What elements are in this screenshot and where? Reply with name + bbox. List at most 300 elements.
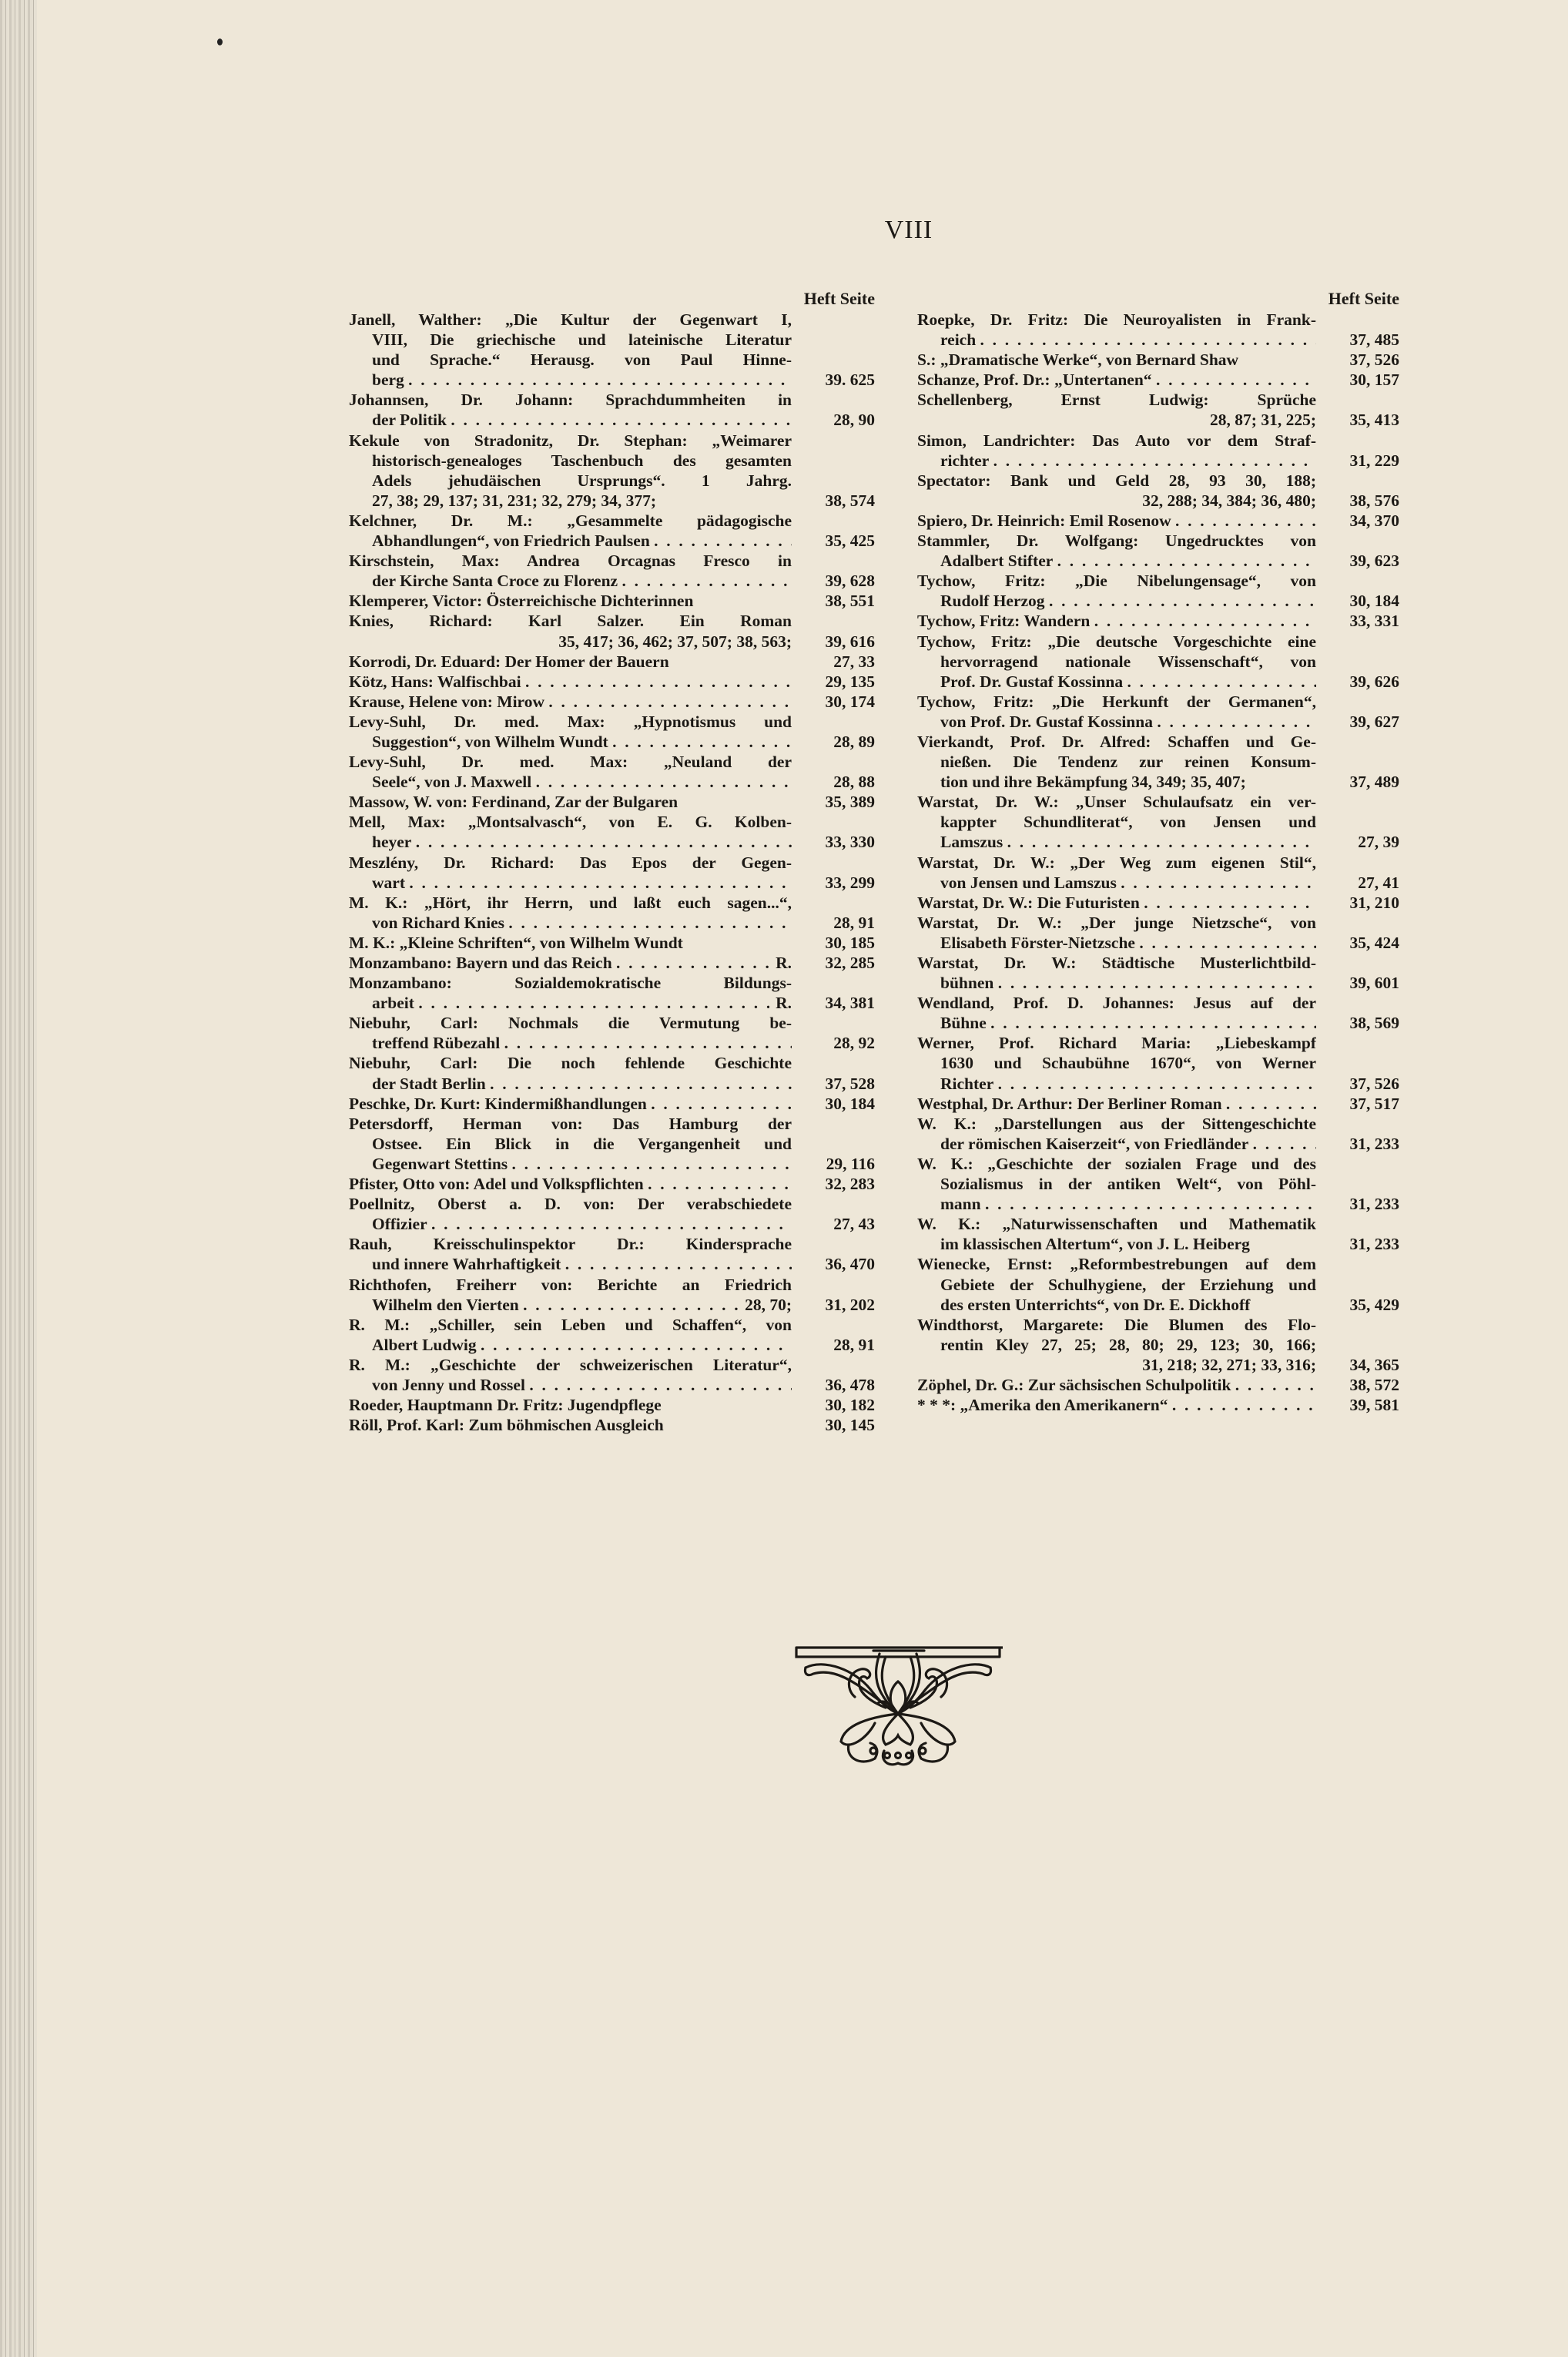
entry-text — [917, 330, 1316, 350]
dot-leader — [1168, 1395, 1316, 1415]
entry-text — [917, 1295, 1316, 1315]
index-column-left — [349, 288, 875, 1435]
index-entry-line — [917, 1234, 1399, 1254]
heft-seite-reference — [1316, 1033, 1399, 1053]
heft-seite-reference: 35, 389 — [825, 793, 875, 812]
heft-seite-reference — [1316, 431, 1399, 451]
heft-seite-reference: 27, 33 — [833, 652, 875, 671]
dot-leader — [1090, 611, 1316, 631]
index-entry-line — [917, 390, 1399, 410]
heft-seite-reference — [1316, 993, 1399, 1013]
heft-seite-reference — [1316, 953, 1399, 973]
index-entry — [349, 933, 875, 953]
index-entry-line — [349, 652, 875, 672]
index-entry-line — [349, 1214, 875, 1234]
index-entry-line — [917, 571, 1399, 591]
index-entry — [349, 1053, 875, 1093]
index-entry-line — [349, 451, 875, 471]
dot-leader — [477, 1335, 792, 1355]
heft-seite-reference — [792, 893, 875, 913]
index-entry-line — [349, 853, 875, 873]
index-entry — [917, 531, 1399, 571]
heft-seite-reference: 32, 283 — [825, 1175, 875, 1194]
heft-seite-reference — [792, 1275, 875, 1295]
heft-seite-reference: 33, 330 — [825, 833, 875, 852]
entry-text-segment: der römischen Kaiserzeit“, von Friedländer — [940, 1134, 1249, 1153]
index-entry — [917, 310, 1399, 350]
heft-seite-reference: 34, 381 — [825, 994, 875, 1013]
index-entry — [917, 893, 1399, 913]
index-entry — [917, 431, 1399, 471]
dot-leader — [405, 873, 792, 893]
entry-text: Gebiete der Schulhygiene, der Erziehung und — [940, 1275, 1316, 1294]
entry-text-segment: 32, 288; 34, 384; 36, 480; — [1142, 491, 1316, 510]
heft-seite-reference: 36, 478 — [825, 1375, 875, 1394]
heft-seite-reference — [792, 390, 875, 410]
heft-seite-reference: 39. 625 — [825, 370, 875, 390]
entry-text — [917, 350, 1316, 370]
index-entry-line — [349, 410, 875, 430]
entry-text — [917, 591, 1316, 611]
entry-suffix: R. — [776, 994, 792, 1013]
index-entry — [917, 611, 1399, 631]
entry-text-segment: 31, 218; 32, 271; 33, 316; — [1142, 1355, 1316, 1374]
index-entry — [917, 632, 1399, 692]
entry-text — [349, 692, 792, 712]
index-entry-line — [917, 1134, 1399, 1154]
heft-seite-reference: 35, 425 — [825, 531, 875, 551]
heft-seite-reference: 39, 616 — [825, 632, 875, 651]
index-entry-line — [917, 471, 1399, 491]
entry-text: Niebuhr, Carl: Nochmals die Vermutung be- — [349, 1014, 792, 1033]
index-entry-line — [349, 672, 875, 692]
entry-text: VIII, Die griechische und lateinische Literatur — [372, 330, 792, 350]
index-entry-line — [917, 1094, 1399, 1114]
entry-text: hervorragend nationale Wissenschaft“, von — [940, 652, 1316, 671]
dot-leader — [525, 1375, 792, 1395]
heft-seite-reference — [1316, 1335, 1399, 1355]
entry-text-segment: Kötz, Hans: Walfischbai — [349, 672, 521, 691]
index-entry — [917, 511, 1399, 531]
index-entry — [349, 812, 875, 852]
heft-seite-reference — [792, 330, 875, 350]
index-entry-line — [917, 933, 1399, 953]
index-entry-line — [349, 1415, 875, 1435]
dot-leader — [608, 732, 792, 752]
heft-seite-reference: 28, 92 — [833, 1034, 875, 1053]
heft-seite-reference: 39, 623 — [1349, 552, 1399, 571]
index-entry — [349, 752, 875, 792]
dot-leader — [993, 973, 1316, 993]
entry-text — [349, 873, 792, 893]
index-entry-line — [349, 471, 875, 491]
dot-leader — [486, 1074, 792, 1094]
entry-text: Schellenberg, Ernst Ludwig: Sprüche — [917, 391, 1316, 410]
index-entry-line — [917, 350, 1399, 370]
index-entry — [917, 732, 1399, 792]
heft-seite-reference: 33, 299 — [825, 873, 875, 892]
entry-text: Kelchner, Dr. M.: „Gesammelte pädagogische — [349, 511, 792, 530]
index-entry-line — [349, 1275, 875, 1295]
index-entry — [349, 611, 875, 651]
index-entry-line — [349, 531, 875, 551]
heft-seite-reference — [1316, 632, 1399, 652]
entry-text — [917, 973, 1316, 993]
index-entry-line — [349, 993, 875, 1013]
entry-text-segment: Rudolf Herzog — [940, 592, 1045, 611]
index-entry — [917, 390, 1399, 430]
index-entry-line — [917, 1114, 1399, 1134]
index-entry-line — [917, 611, 1399, 631]
index-entry-line — [917, 792, 1399, 812]
entry-text-segment: treffend Rübezahl — [372, 1034, 501, 1053]
index-entry-line — [917, 1154, 1399, 1174]
index-entry — [917, 692, 1399, 732]
index-entry-line — [349, 1174, 875, 1194]
index-entry-line — [349, 792, 875, 812]
index-entry-line — [349, 1074, 875, 1094]
heft-seite-reference: 28, 91 — [833, 1335, 875, 1354]
heft-seite-reference: 39, 627 — [1349, 712, 1399, 731]
entry-text-segment: mann — [940, 1195, 981, 1214]
entry-text — [349, 1094, 792, 1114]
entry-text-segment: Gegenwart Stettins — [372, 1154, 508, 1173]
heft-seite-reference: 31, 202 — [825, 1295, 875, 1314]
entry-text — [349, 1154, 792, 1174]
index-entry-line — [349, 732, 875, 752]
entry-text — [349, 953, 792, 973]
index-entry-line — [917, 451, 1399, 471]
entry-text-segment: Klemperer, Victor: Österreichische Dichterinnen — [349, 592, 694, 611]
index-entry — [349, 1194, 875, 1234]
entry-text: Kekule von Stradonitz, Dr. Stephan: „Weimarer — [349, 431, 792, 450]
heft-seite-reference: 30, 174 — [825, 692, 875, 711]
entry-text-segment: Röll, Prof. Karl: Zum böhmischen Ausgleich — [349, 1416, 664, 1435]
index-entry-line — [349, 551, 875, 571]
column-header-heft-seite: Heft Seite — [803, 289, 875, 308]
entry-text: Spectator: Bank und Geld 28, 93 30, 188; — [917, 471, 1316, 490]
page-number: VIII — [884, 216, 933, 244]
heft-seite-reference: 27, 43 — [833, 1215, 875, 1234]
index-entry-line — [349, 1154, 875, 1174]
index-entry — [917, 1114, 1399, 1154]
entry-text — [349, 632, 792, 652]
heft-seite-reference — [1316, 1254, 1399, 1274]
entry-text — [917, 1375, 1316, 1395]
index-entry-line — [917, 712, 1399, 732]
heft-seite-reference: 30, 184 — [825, 1094, 875, 1113]
entry-suffix: R. — [776, 954, 792, 972]
index-entry — [917, 853, 1399, 893]
entry-text-segment: Albert Ludwig — [372, 1335, 477, 1354]
entry-text — [917, 772, 1316, 792]
entry-text-segment: Bühne — [940, 1014, 987, 1033]
entry-text-segment: des ersten Unterrichts“, von Dr. E. Dickhoff — [940, 1295, 1251, 1314]
heft-seite-reference — [1316, 692, 1399, 712]
entry-text — [917, 1194, 1316, 1214]
heft-seite-reference — [792, 350, 875, 370]
entry-text: Ostsee. Ein Blick in die Vergangenheit und — [372, 1134, 792, 1153]
entry-text — [349, 1174, 792, 1194]
entry-text: Warstat, Dr. W.: „Unser Schulaufsatz ein ver- — [917, 793, 1316, 812]
entry-text — [349, 933, 792, 953]
entry-text — [917, 451, 1316, 471]
heft-seite-reference — [792, 451, 875, 471]
entry-text-segment: Adalbert Stifter — [940, 552, 1054, 571]
entry-text-segment: reich — [940, 330, 977, 350]
entry-text — [349, 1415, 792, 1435]
dot-leader — [521, 672, 792, 692]
index-entry-line — [349, 692, 875, 712]
index-entry-line — [917, 1275, 1399, 1295]
heft-seite-reference: 31, 233 — [1349, 1235, 1399, 1254]
index-entry — [349, 1315, 875, 1355]
index-entry-line — [917, 853, 1399, 873]
index-entry — [349, 893, 875, 933]
heft-seite-reference — [792, 812, 875, 832]
dot-leader — [1123, 672, 1316, 692]
dot-leader — [981, 1194, 1316, 1214]
heft-seite-reference — [1316, 812, 1399, 832]
heft-seite-reference — [792, 1315, 875, 1335]
index-entry-line — [349, 1134, 875, 1154]
heft-seite-reference — [1316, 1053, 1399, 1073]
dot-leader — [1045, 591, 1316, 611]
index-entry — [917, 1214, 1399, 1254]
dot-leader — [650, 531, 792, 551]
index-entry-line — [349, 330, 875, 350]
dot-leader — [1135, 933, 1316, 953]
entry-text-segment: Westphal, Dr. Arthur: Der Berliner Roman — [917, 1094, 1222, 1113]
heft-seite-reference: 28, 90 — [833, 411, 875, 430]
heft-seite-reference: 30, 182 — [825, 1396, 875, 1415]
index-entry-line — [917, 1315, 1399, 1335]
entry-text-segment: von Richard Knies — [372, 913, 505, 932]
heft-seite-reference: 37, 485 — [1349, 330, 1399, 350]
entry-text: Warstat, Dr. W.: „Der junge Nietzsche“, von — [917, 913, 1316, 932]
entry-text-segment: bühnen — [940, 974, 994, 993]
entry-text — [349, 1254, 792, 1274]
dot-leader — [993, 1074, 1316, 1094]
entry-text-segment: Offizier — [372, 1215, 427, 1234]
heft-seite-reference: 30, 184 — [1349, 592, 1399, 611]
entry-text — [349, 913, 792, 933]
index-entry — [917, 350, 1399, 370]
entry-text-segment: von Jenny und Rossel — [372, 1375, 525, 1394]
entry-text: Kirschstein, Max: Andrea Orcagnas Fresco in — [349, 552, 792, 571]
dot-leader — [1003, 832, 1316, 852]
heft-seite-reference: 28, 89 — [833, 732, 875, 751]
dot-leader — [989, 451, 1316, 471]
index-entry-line — [917, 1375, 1399, 1395]
entry-text: Tychow, Fritz: „Die deutsche Vorgeschichte eine — [917, 632, 1316, 651]
entry-text: Poellnitz, Oberst a. D. von: Der verabschiedete — [349, 1195, 792, 1214]
entry-text-segment: Suggestion“, von Wilhelm Wundt — [372, 732, 608, 751]
entry-text-segment: Prof. Dr. Gustaf Kossinna — [940, 672, 1124, 691]
art-nouveau-ornament-icon — [793, 1643, 1003, 1770]
heft-seite-reference — [1316, 853, 1399, 873]
dot-leader — [1248, 1134, 1316, 1154]
index-entry-line — [917, 672, 1399, 692]
index-entry-line — [917, 893, 1399, 913]
heft-seite-reference — [792, 1134, 875, 1154]
dot-leader — [612, 953, 769, 973]
index-entry-line — [349, 873, 875, 893]
index-entry-line — [917, 511, 1399, 531]
entry-text: Stammler, Dr. Wolfgang: Ungedrucktes von — [917, 531, 1316, 551]
entry-text-segment: der Kirche Santa Croce zu Florenz — [372, 572, 618, 591]
entry-text — [349, 571, 792, 591]
heft-seite-reference: 38, 551 — [825, 592, 875, 611]
index-entry-line — [349, 893, 875, 913]
index-entry-line — [917, 531, 1399, 551]
entry-text-segment: richter — [940, 451, 990, 470]
index-entry-line — [349, 390, 875, 410]
index-entry-line — [349, 973, 875, 993]
heft-seite-reference — [792, 712, 875, 732]
entry-text: M. K.: „Hört, ihr Herrn, und laßt euch sagen...“, — [349, 893, 792, 912]
index-entry-line — [917, 591, 1399, 611]
index-entry — [917, 953, 1399, 993]
entry-text: Wienecke, Ernst: „Reformbestrebungen auf dem — [917, 1255, 1316, 1274]
entry-text-segment: 35, 417; 36, 462; 37, 507; 38, 563; — [558, 632, 792, 651]
index-entry — [349, 853, 875, 893]
heft-seite-reference: 31, 233 — [1349, 1134, 1399, 1153]
index-entry-line — [349, 1033, 875, 1053]
entry-text: Adels jehudäischen Ursprungs“. 1 Jahrg. — [372, 471, 792, 490]
index-entry — [349, 390, 875, 430]
index-entry-line — [349, 953, 875, 973]
entry-text-segment: Zöphel, Dr. G.: Zur sächsischen Schulpolitik — [917, 1375, 1231, 1394]
index-entry — [917, 792, 1399, 852]
heft-seite-reference: 27, 41 — [1358, 873, 1399, 892]
entry-text-segment: Seele“, von J. Maxwell — [372, 773, 532, 792]
entry-text: Warstat, Dr. W.: „Der Weg zum eigenen Stil“, — [917, 853, 1316, 872]
entry-text — [917, 832, 1316, 852]
entry-text: Richthofen, Freiherr von: Berichte an Friedrich — [349, 1275, 792, 1294]
index-entry — [349, 672, 875, 692]
heft-seite-reference: 35, 413 — [1349, 411, 1399, 430]
entry-text: Knies, Richard: Karl Salzer. Ein Roman — [349, 612, 792, 631]
entry-text — [349, 772, 792, 792]
index-entry — [917, 913, 1399, 953]
index-entry-line — [917, 1335, 1399, 1355]
entry-text: Rauh, Kreisschulinspektor Dr.: Kindersprache — [349, 1235, 792, 1254]
entry-text — [917, 1134, 1316, 1154]
index-entry-line — [917, 812, 1399, 832]
dot-leader — [500, 1033, 792, 1053]
index-entry-line — [917, 370, 1399, 390]
entry-text-segment: Richter — [940, 1074, 994, 1093]
index-entry-line — [349, 591, 875, 611]
heft-seite-reference: 28, 91 — [833, 913, 875, 932]
heft-seite-reference: 35, 424 — [1349, 933, 1399, 952]
heft-seite-reference — [792, 431, 875, 451]
index-entry-line — [917, 491, 1399, 511]
dot-leader — [544, 692, 792, 712]
heft-seite-reference: 39, 626 — [1349, 672, 1399, 691]
index-entry-line — [349, 812, 875, 832]
heft-seite-reference: 31, 210 — [1349, 893, 1399, 912]
heft-seite-reference: 32, 285 — [825, 954, 875, 972]
entry-text: Wendland, Prof. D. Johannes: Jesus auf der — [917, 994, 1316, 1013]
index-entry-line — [349, 632, 875, 652]
entry-text — [349, 1033, 792, 1053]
entry-text: Levy-Suhl, Dr. med. Max: „Hypnotismus und — [349, 712, 792, 731]
index-entry-line — [349, 1194, 875, 1214]
entry-text-segment: Massow, W. von: Ferdinand, Zar der Bulgaren — [349, 793, 678, 812]
heft-seite-reference: 38, 574 — [825, 491, 875, 510]
heft-seite-reference — [1316, 732, 1399, 752]
index-entry-line — [917, 1074, 1399, 1094]
index-entry — [349, 973, 875, 1013]
entry-text-segment: Abhandlungen“, von Friedrich Paulsen — [372, 531, 650, 551]
index-entry-line — [917, 1174, 1399, 1194]
entry-text-segment: Spiero, Dr. Heinrich: Emil Rosenow — [917, 511, 1171, 530]
index-entry-line — [917, 1395, 1399, 1415]
entry-text — [917, 1234, 1316, 1254]
index-entry — [349, 511, 875, 551]
dot-leader — [976, 330, 1316, 350]
entry-text: Simon, Landrichter: Das Auto vor dem Straf- — [917, 431, 1316, 450]
entry-text — [917, 551, 1316, 571]
index-entry — [349, 953, 875, 973]
entry-text: Janell, Walther: „Die Kultur der Gegenwart I, — [349, 310, 792, 329]
dot-leader — [414, 993, 769, 1013]
entry-text: Tychow, Fritz: „Die Nibelungensage“, von — [917, 572, 1316, 591]
heft-seite-reference: 38, 569 — [1349, 1014, 1399, 1033]
index-entry — [349, 1355, 875, 1395]
entry-text — [917, 410, 1316, 430]
entry-text: kappter Schundliterat“, von Jensen und — [940, 813, 1316, 832]
index-entry — [349, 792, 875, 812]
entry-text — [349, 672, 792, 692]
heft-seite-reference: 34, 365 — [1349, 1355, 1399, 1374]
dot-leader — [644, 1174, 792, 1194]
entry-text — [917, 1074, 1316, 1094]
heft-seite-reference: 37, 526 — [1349, 350, 1399, 370]
entry-text: Vierkandt, Prof. Dr. Alfred: Schaffen und Ge- — [917, 732, 1316, 751]
heft-seite-reference: 37, 526 — [1349, 1074, 1399, 1093]
dot-leader — [504, 913, 792, 933]
heft-seite-reference: 27, 39 — [1358, 833, 1399, 852]
entry-suffix: 28, 70; — [745, 1295, 792, 1314]
dot-leader — [618, 571, 792, 591]
heft-seite-reference — [1316, 471, 1399, 491]
index-entry — [917, 1315, 1399, 1375]
index-entry-line — [349, 1395, 875, 1415]
entry-text-segment: von Prof. Dr. Gustaf Kossinna — [940, 712, 1153, 731]
heft-seite-reference — [1316, 1214, 1399, 1234]
heft-seite-reference — [1316, 390, 1399, 410]
index-entry-line — [917, 410, 1399, 430]
index-entry-line — [917, 993, 1399, 1013]
index-entry-line — [917, 1013, 1399, 1033]
entry-text-segment: berg — [372, 370, 404, 390]
index-entry-line — [917, 873, 1399, 893]
entry-text — [917, 370, 1316, 390]
entry-text-segment: Lamszus — [940, 833, 1003, 852]
index-entry — [917, 993, 1399, 1033]
index-entry-line — [349, 370, 875, 390]
entry-text — [349, 370, 792, 390]
entry-text: W. K.: „Naturwissenschaften und Mathematik — [917, 1215, 1316, 1234]
entry-text-segment: tion und ihre Bekämpfung 34, 349; 35, 407; — [940, 773, 1246, 792]
heft-seite-reference — [792, 1194, 875, 1214]
heft-seite-reference: 33, 331 — [1349, 612, 1399, 631]
index-entry-line — [349, 1234, 875, 1254]
entry-text: Petersdorff, Herman von: Das Hamburg der — [349, 1114, 792, 1133]
